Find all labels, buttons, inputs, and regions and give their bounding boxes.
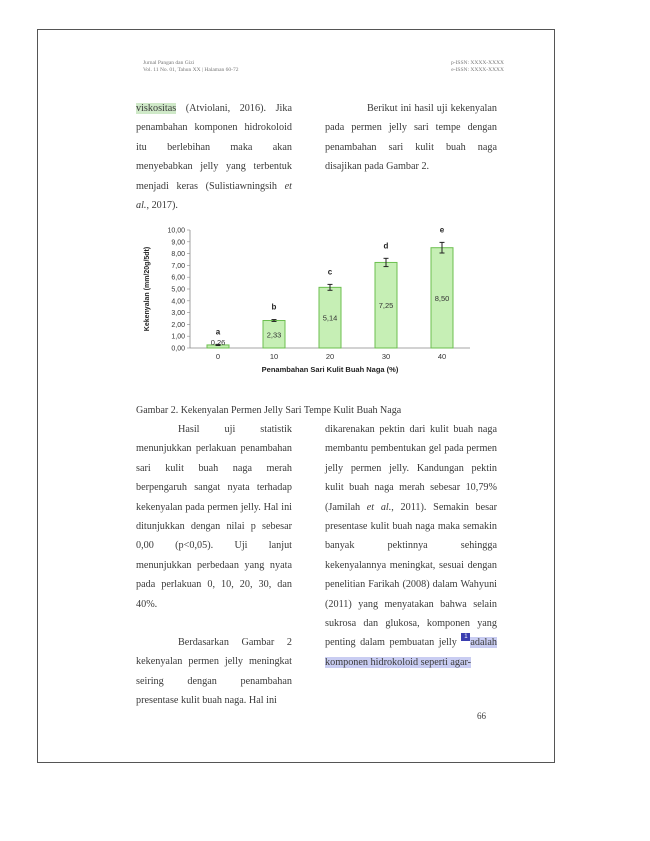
figure-caption: Gambar 2. Kekenyalan Permen Jelly Sari Tempe Kulit Buah Naga [136,405,402,416]
et-al: et al. [136,180,292,212]
y-tick-label: 8,00 [171,251,185,259]
y-tick-label: 5,00 [171,286,185,294]
et-al-2: et al. [366,501,392,513]
bottom-right-column [325,420,497,672]
x-tick-label: 10 [269,352,279,361]
highlight-blue-2[interactable]: komponen hidrokoloid seperti agar- [325,656,472,668]
journal-volume: Vol. 11 No. 01, Tahun XX | Halaman 60-72 [143,67,239,73]
y-axis-title: Kekenyalan (mm/20g/5dt) [144,246,151,332]
bottom-left-column [136,420,292,711]
x-tick-label: 40 [437,352,447,361]
top-right-column [325,99,497,177]
y-tick-label: 6,00 [171,274,185,282]
bottom-left-paragraph-1: Hasil uji statistik menunjukkan perlakuan penambahan sari kulit buah naga merah berpengaruh sangat nyata terhadap kekenyalan pada permen jelly. Hal ini ditunjukkan dengan nilai p sebesar 0,00 (p<0,05). Uji lanjut menunjukkan perbedaan yang nyata pada perlakuan 0, 10, 20, 30, dan 40%. [136,424,292,610]
bar-value-label: 7,25 [378,301,394,311]
bottom-left-paragraph-2: Berdasarkan Gambar 2 kekenyalan permen jelly meningkat seiring dengan penambahan presentase kulit buah naga. Hal ini [136,637,292,707]
bar-value-label: 0,26 [210,338,226,347]
highlight-green[interactable]: viskositas [136,103,177,114]
y-tick-label: 0,00 [171,345,185,353]
y-tick-label: 7,00 [171,262,185,270]
bar-value-label: 5,14 [322,313,338,323]
bottom-right-paragraph [325,420,497,672]
journal-title: Jurnal Pangan dan Gizi [143,60,195,66]
x-tick-label: 20 [325,352,335,361]
top-left-paragraph [136,99,292,215]
bar-value-label: 8,50 [434,293,450,303]
significance-letter: a [215,327,221,337]
kekenyalan-bar-chart [140,222,490,382]
journal-header [143,60,238,74]
top-left-text-end: , 2017). [146,200,178,212]
comment-note-icon[interactable]: 1 [461,633,470,641]
issn-print: p-ISSN: XXXX-XXXX [451,60,505,66]
x-tick-label: 0 [215,352,221,361]
top-left-column [136,99,292,215]
y-tick-label: 1,00 [171,333,185,341]
y-tick-label: 3,00 [171,310,185,318]
y-tick-label: 9,00 [171,239,185,247]
significance-letter: b [271,302,277,312]
bar-value-label: 2,33 [266,330,282,340]
significance-letter: c [327,267,333,277]
top-left-text: (Atviolani, 2016). Jika penambahan komponen hidrokoloid itu berlebihan maka akan menyebabkan jelly yang terbentuk menjadi keras (Sulistiawningsih [136,103,292,192]
x-axis-title: Penambahan Sari Kulit Buah Naga (%) [261,365,399,374]
issn-block [451,60,504,74]
issn-online: e-ISSN: XXXX-XXXX [451,67,505,73]
significance-letter: d [383,241,389,251]
bottom-right-text-1: dikarenakan pektin dari kulit buah naga membantu pembentukan gel pada permen jelly permen jelly. Kandungan pektin kulit buah naga merah sebesar 10,79% (Jamilah [325,424,497,513]
bottom-right-text-2: , 2011). Semakin besar presentase kulit buah naga maka semakin banyak pektinnya sehingga kekenyalannya meningkat, sesuai dengan penelitian Farikah (2008) dalam Wahyuni (2011) yang menyatakan bahwa selain sukrosa dan glukosa, komponen yang penting dalam pembuatan jelly [325,501,497,649]
y-tick-label: 10,00 [167,227,185,235]
y-tick-label: 2,00 [171,321,185,329]
x-tick-label: 30 [381,352,391,361]
y-tick-label: 4,00 [171,298,185,306]
page-number: 66 [477,711,486,721]
significance-letter: e [439,225,445,235]
highlight-blue-1[interactable]: adalah [470,637,497,649]
top-right-paragraph: Berikut ini hasil uji kekenyalan pada permen jelly sari tempe dengan penambahan sari kulit buah naga disajikan pada Gambar 2. [325,103,497,173]
